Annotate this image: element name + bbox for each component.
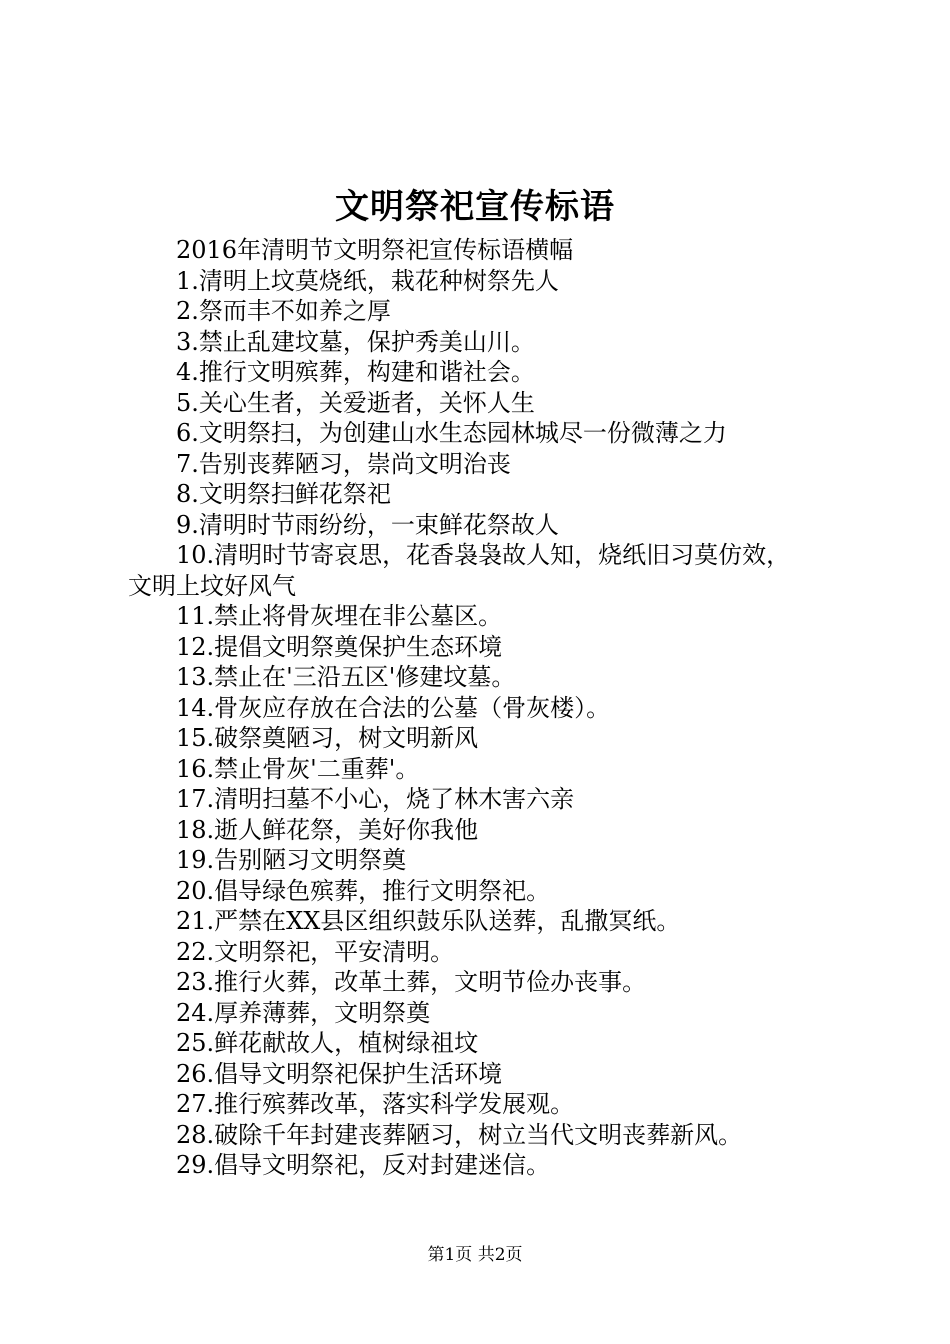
list-item: 2.祭而丰不如养之厚 (176, 297, 391, 325)
list-item: 25.鲜花献故人，植树绿祖坟 (176, 1029, 479, 1057)
list-item: 9.清明时节雨纷纷，一束鲜花祭故人 (176, 510, 559, 539)
list-item: 22.文明祭祀，平安清明。 (176, 937, 455, 966)
list-item: 4.推行文明殡葬，构建和谐社会。 (176, 358, 535, 386)
list-item: 28.破除千年封建丧葬陋习，树立当代文明丧葬新风。 (176, 1120, 743, 1149)
list-item: 13.禁止在'三沿五区'修建坟墓。 (176, 663, 516, 691)
page-title: 文明祭祀宣传标语 (335, 187, 615, 227)
subheading: 2016年清明节文明祭祀宣传标语横幅 (176, 236, 574, 264)
list-item: 1.清明上坟莫烧纸，栽花种树祭先人 (176, 266, 559, 295)
list-item: 5.关心生者，关爱逝者，关怀人生 (176, 388, 535, 417)
list-item: 18.逝人鲜花祭，美好你我他 (176, 815, 479, 844)
list-item-continuation: 文明上坟好风气 (128, 571, 296, 600)
list-item: 23.推行火葬，改革土葬，文明节俭办丧事。 (176, 968, 647, 996)
list-item: 11.禁止将骨灰埋在非公墓区。 (176, 602, 503, 630)
list-item: 20.倡导绿色殡葬，推行文明祭祀。 (176, 876, 551, 905)
list-item: 16.禁止骨灰'二重葬'。 (176, 754, 420, 783)
list-item-first-line: 10.清明时节寄哀思，花香袅袅故人知，烧纸旧习莫仿效， (176, 541, 791, 569)
list-item: 24.厚养薄葬，文明祭奠 (176, 998, 431, 1027)
list-item: 3.禁止乱建坟墓，保护秀美山川。 (176, 327, 535, 356)
list-item: 12.提倡文明祭奠保护生态环境 (176, 632, 503, 661)
page-footer: 第1页 共2页 (427, 1245, 523, 1265)
list-item: 27.推行殡葬改革，落实科学发展观。 (176, 1090, 575, 1118)
list-item: 26.倡导文明祭祀保护生活环境 (176, 1059, 503, 1088)
list-item: 19.告别陋习文明祭奠 (176, 846, 407, 874)
list-item: 8.文明祭扫鲜花祭祀 (176, 480, 391, 508)
list-item: 21.严禁在XX县区组织鼓乐队送葬，乱撒冥纸。 (176, 907, 681, 935)
list-item: 6.文明祭扫，为创建山水生态园林城尽一份微薄之力 (176, 419, 727, 447)
list-item: 29.倡导文明祭祀，反对封建迷信。 (176, 1151, 551, 1179)
list-item: 14.骨灰应存放在合法的公墓（骨灰楼）。 (176, 693, 611, 722)
list-item: 15.破祭奠陋习，树文明新风 (176, 724, 479, 752)
list-item: 17.清明扫墓不小心，烧了林木害六亲 (176, 785, 575, 813)
list-item: 7.告别丧葬陋习，崇尚文明治丧 (176, 449, 511, 478)
document-body (128, 235, 828, 1181)
